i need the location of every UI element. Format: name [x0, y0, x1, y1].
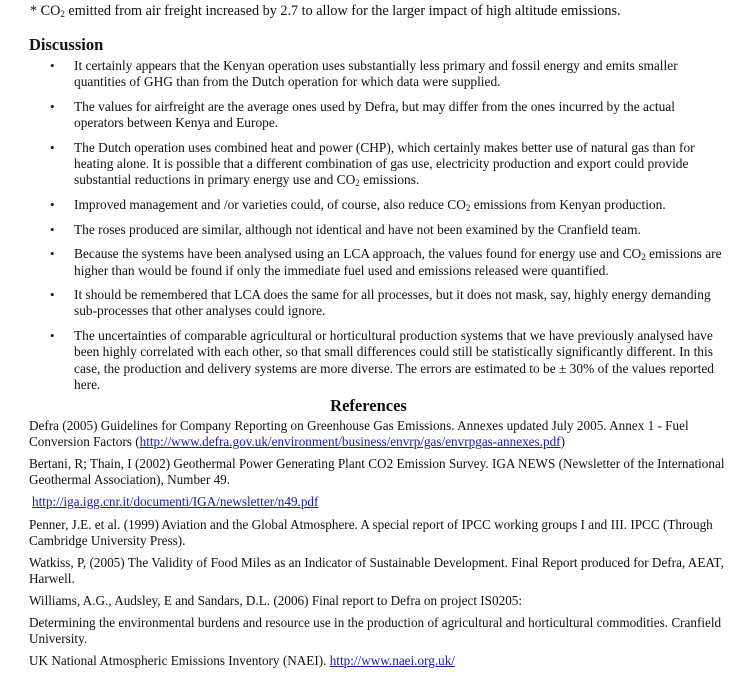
defra-annexes-link[interactable]: http://www.defra.gov.uk/environment/business/envrp/gas/envrpgas-annexes.pdf [139, 434, 561, 449]
bullet-text-tail: emissions from Kenyan production. [470, 196, 666, 212]
bullet-dot: • [50, 328, 55, 344]
footnote-text-post: emitted from air freight increased by 2.7 to allow for the larger impact of high altitude emissions. [64, 3, 621, 19]
bullet-item [0, 328, 737, 393]
reference-penner: Penner, J.E. et al. (1999) Aviation and the Global Atmosphere. A special report of IPCC working groups I and III. IPCC (Through Cambridge University Press). [29, 516, 713, 548]
footnote [30, 3, 621, 20]
bullet-dot: • [50, 139, 55, 155]
naei-link[interactable]: http://www.naei.org.uk/ [329, 653, 455, 669]
discussion-bullet-list [0, 58, 737, 401]
reference-text-tail: ) [560, 434, 565, 449]
bullet-dot: • [50, 287, 55, 303]
bullet-item [0, 140, 737, 189]
footnote-mark: * [30, 3, 41, 19]
bullet-subscript: 2 [355, 178, 360, 189]
reference-naei [29, 653, 729, 669]
bullet-text-tail: emissions. [359, 172, 420, 188]
reference-bertani: Bertani, R; Thain, I (2002) Geothermal Power Generating Plant CO2 Emission Survey. IGA NEWS (Newsletter of the International Geothermal Association), Number 49. [29, 456, 725, 488]
references-list [29, 418, 729, 676]
iga-newsletter-link[interactable]: http://iga.igg.cnr.it/documenti/IGA/newsletter/n49.pdf [32, 494, 319, 510]
bullet-item [0, 246, 737, 278]
bullet-text: Improved management and /or varieties could, of course, also reduce CO [74, 196, 466, 212]
bullet-dot: • [50, 221, 55, 237]
bullet-text: The roses produced are similar, although not identical and have not been examined by the Cranfield team. [74, 221, 641, 237]
bullet-item [0, 222, 737, 238]
bullet-item [0, 99, 737, 131]
bullet-subscript: 2 [465, 202, 471, 213]
bullet-text: The Dutch operation uses combined heat and power (CHP), which certainly makes better use of natural gas than for heating alone. It is possible that a different combination of gas use, electricity production and export could provide substantial reductions in primary energy use and CO [74, 139, 695, 188]
reference-iga-link-line [29, 494, 729, 510]
bullet-text: It certainly appears that the Kenyan operation uses substantially less primary and fossil energy and emits smaller quantities of GHG than from the Dutch operation for which data were supplied. [74, 58, 678, 90]
references-heading: References [330, 396, 407, 415]
reference-watkiss: Watkiss, P, (2005) The Validity of Food Miles as an Indicator of Sustainable Development. Final Report produced for Defra, AEAT, Harwell. [29, 554, 724, 586]
reference-williams-title: Determining the environmental burdens and resource use in the production of agricultural and horticultural commodities. Cranfield University. [29, 615, 722, 647]
bullet-dot: • [50, 196, 55, 212]
bullet-item [0, 287, 737, 319]
bullet-text: Because the systems have been analysed using an LCA approach, the values found for energy use and CO [74, 246, 642, 262]
reference-text: UK National Atmospheric Emissions Inventory (NAEI). [29, 653, 330, 669]
reference-defra [29, 418, 729, 450]
bullet-item [0, 197, 737, 213]
bullet-dot: • [50, 246, 55, 262]
reference-williams: Williams, A.G., Audsley, E and Sandars, D.L. (2006) Final report to Defra on project IS0205: [29, 592, 523, 608]
bullet-subscript: 2 [641, 252, 646, 263]
footnote-text-pre: CO [40, 3, 61, 19]
footnote-subscript: 2 [60, 9, 65, 19]
bullet-dot: • [50, 98, 55, 114]
discussion-heading: Discussion [29, 35, 104, 54]
bullet-dot: • [50, 58, 55, 73]
bullet-text-tail: emissions are higher than would be found if only the immediate fuel used and emissions released were quantified. [74, 246, 722, 278]
reference-text: Defra (2005) Guidelines for Company Reporting on Greenhouse Gas Emissions. Annexes updated July 2005. Annex 1 - Fuel Conversion Factors ( [29, 418, 689, 449]
bullet-text: The uncertainties of comparable agricultural or horticultural production systems that we have previously analysed have been highly correlated with each other, so that small differences could still be statistically significantly different. In this case, the production and delivery systems are more diverse. The errors are estimated to be ± 30% of the values reported here. [74, 328, 714, 392]
bullet-text: It should be remembered that LCA does the same for all processes, but it does not mask, say, highly energy demanding sub-processes that other analyses could ignore. [74, 287, 711, 319]
bullet-item [0, 58, 737, 90]
bullet-text: The values for airfreight are the average ones used by Defra, but may differ from the ones incurred by the actual operators between Kenya and Europe. [74, 98, 675, 131]
